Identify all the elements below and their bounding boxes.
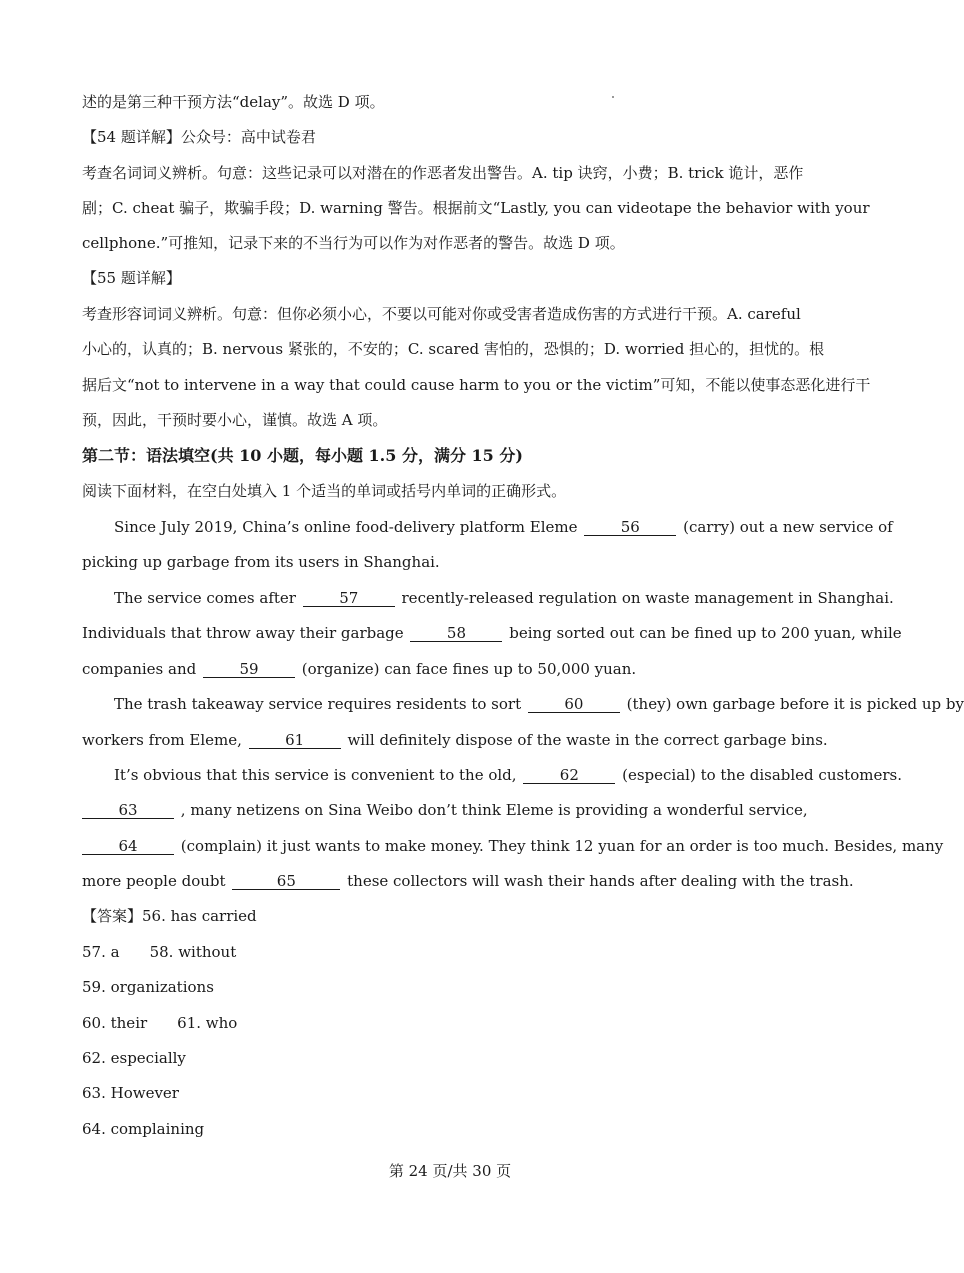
passage-text: companies and xyxy=(82,660,197,678)
explanation-line: 考查形容词词义辨析。句意：但你必须小心，不要以可能对你或受害者造成伤害的方式进行干预。A. careful xyxy=(82,305,801,323)
passage-text: more people doubt xyxy=(82,872,226,890)
passage-line xyxy=(82,730,828,750)
passage-line xyxy=(82,871,854,891)
passage-text: , many netizens on Sina Weibo don’t think Eleme is providing a wonderful service, xyxy=(180,801,808,819)
passage-text: workers from Eleme, xyxy=(82,731,242,749)
passage-text: (carry) out a new service of xyxy=(683,518,893,536)
answer-63: 63. However xyxy=(82,1084,179,1102)
question-55-heading: 【55 题详解】 xyxy=(82,269,181,287)
passage-line xyxy=(82,659,636,679)
question-54-heading: 【54 题详解】公众号：高中试卷君 xyxy=(82,128,316,146)
passage-line xyxy=(114,588,894,608)
answer-61: 61. who xyxy=(177,1014,238,1032)
passage-text: (especial) to the disabled customers. xyxy=(622,766,902,784)
explanation-line: 剧；C. cheat 骗子，欺骗手段；D. warning 警告。根据前文“Lastly, you can videotape the behavior with your xyxy=(82,199,870,217)
passage-text: The service comes after xyxy=(114,589,296,607)
passage-text: (they) own garbage before it is picked up by xyxy=(626,695,964,713)
page-number-footer: 第 24 页/共 30 页 xyxy=(388,1162,512,1180)
passage-text: Since July 2019, China’s online food-delivery platform Eleme xyxy=(114,518,578,536)
answer-59: 59. organizations xyxy=(82,978,214,996)
explanation-line: 小心的，认真的；B. nervous 紧张的，不安的；C. scared 害怕的，恐惧的；D. worried 担心的，担忧的。根 xyxy=(82,340,825,358)
answer-58: 58. without xyxy=(149,943,237,961)
answer-62: 62. especially xyxy=(82,1049,186,1067)
explanation-line: cellphone.”可推知，记录下来的不当行为可以作为对作恶者的警告。故选 D 项。 xyxy=(82,234,625,252)
answer-56: 【答案】56. has carried xyxy=(82,907,257,925)
answer-line xyxy=(82,1013,237,1033)
passage-text: recently-released regulation on waste management in Shanghai. xyxy=(401,589,894,607)
explanation-line: 述的是第三种干预方法“delay”。故选 D 项。 xyxy=(82,93,385,111)
answer-64: 64. complaining xyxy=(82,1120,205,1138)
passage-text: (complain) it just wants to make money. They think 12 yuan for an order is too much. Besides, many xyxy=(180,837,944,855)
passage-text: picking up garbage from its users in Shanghai. xyxy=(82,553,440,571)
explanation-line: 据后文“not to intervene in a way that could cause harm to you or the victim”可知，不能以使事态恶化进行干 xyxy=(82,376,871,394)
blank-57: 57 xyxy=(303,590,395,607)
blank-56: 56 xyxy=(584,519,676,536)
answer-60: 60. their xyxy=(82,1014,148,1032)
passage-line xyxy=(82,552,440,572)
blank-60: 60 xyxy=(528,696,620,713)
answer-57: 57. a xyxy=(82,943,120,961)
instruction: 阅读下面材料，在空白处填入 1 个适当的单词或括号内单词的正确形式。 xyxy=(82,482,567,500)
scan-speck xyxy=(612,96,614,98)
answer-line xyxy=(82,942,236,962)
passage-line xyxy=(114,694,964,714)
passage-text: these collectors will wash their hands after dealing with the trash. xyxy=(347,872,854,890)
passage-text: will definitely dispose of the waste in the correct garbage bins. xyxy=(347,731,828,749)
blank-65: 65 xyxy=(232,873,340,890)
explanation-line: 考查名词词义辨析。句意：这些记录可以对潜在的作恶者发出警告。A. tip 诀窍，小费；B. trick 诡计，恶作 xyxy=(82,164,804,182)
passage-text: The trash takeaway service requires residents to sort xyxy=(114,695,522,713)
passage-line xyxy=(82,836,943,856)
blank-58: 58 xyxy=(410,625,502,642)
passage-line xyxy=(82,623,902,643)
blank-61: 61 xyxy=(249,732,341,749)
passage-text: (organize) can face fines up to 50,000 yuan. xyxy=(301,660,637,678)
passage-text: Individuals that throw away their garbage xyxy=(82,624,404,642)
blank-62: 62 xyxy=(523,767,615,784)
passage-line xyxy=(114,765,902,785)
passage-line xyxy=(114,517,893,537)
passage-line xyxy=(82,800,808,820)
passage-text: It’s obvious that this service is convenient to the old, xyxy=(114,766,517,784)
blank-59: 59 xyxy=(203,661,295,678)
explanation-line: 预，因此，干预时要小心，谨慎。故选 A 项。 xyxy=(82,411,388,429)
section-title: 第二节：语法填空(共 10 小题，每小题 1.5 分，满分 15 分) xyxy=(82,446,523,465)
blank-64: 64 xyxy=(82,838,174,855)
passage-text: being sorted out can be fined up to 200 yuan, while xyxy=(509,624,902,642)
blank-63: 63 xyxy=(82,802,174,819)
